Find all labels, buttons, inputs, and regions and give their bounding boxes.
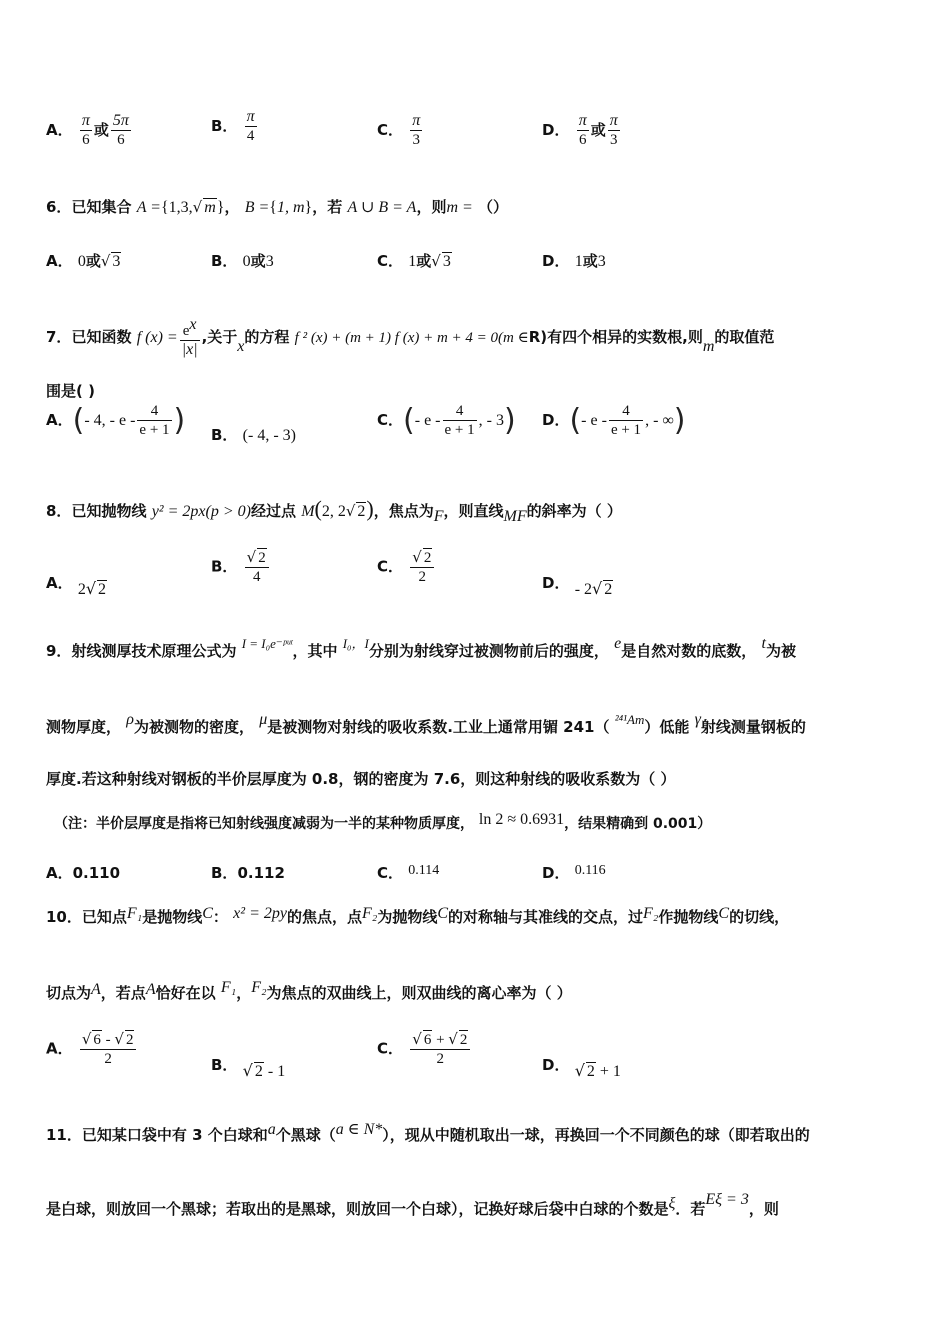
math: t [761,635,766,652]
brace: { [160,199,169,216]
text: ： [212,908,228,926]
math: x² = 2py [233,905,287,922]
math: 2 [77,581,86,598]
option-label: C． [377,557,404,576]
text: ，则直线 [443,502,504,520]
text: 的焦点，点 [286,908,362,926]
option-value: 0.110 [72,864,121,882]
text: ．若 [675,1200,706,1218]
option-label: B． [211,557,238,576]
radical: √ [431,252,441,270]
text: 是被测物对射线的吸收系数.工业上通常用镅 241（ [267,718,610,736]
option-label: A． [46,574,73,592]
question-9-line2 [46,711,806,737]
option-label: C． [377,1039,404,1058]
math: 3 [597,253,606,270]
math: I₀，I [342,636,369,651]
text: ， [224,198,240,216]
text: 经过点 [250,502,296,520]
q8-option-b [211,548,271,586]
text: 为焦点的双曲线上，则双曲线的离心率为（ ） [266,984,572,1002]
brace: { [269,199,277,216]
question-11 [46,1121,810,1145]
fraction: $\frac{4}{e + 1}$ [139,403,170,438]
q10-option-d: D． √ 2 + 1 [542,1056,621,1080]
fraction: $\frac{\pi}{3}$ [412,112,421,148]
math: 2 [357,503,366,520]
conjunction: 或 [85,252,101,270]
option-label: B． [211,117,238,135]
text: R)有四个相异的实数根,则 [528,328,703,346]
text: 为抛物线 [377,908,438,926]
q10-option-b: B． √ 2 - 1 [211,1056,286,1080]
fraction: $\frac{\pi}{3}$ [609,112,618,148]
math: A ∪ B = A [347,199,417,216]
math: A [91,981,101,998]
option-label: B． [211,1056,238,1074]
q8-option-c [377,548,436,586]
math: 2 [254,1063,263,1080]
fraction: $\frac{\pi}{6}$ [578,112,587,148]
q5-option-c [377,112,424,149]
question-10-line2 [46,979,572,1003]
q7-option-a: A．(- 4, - e - $\frac{4}{e + 1}$ ) [46,403,186,438]
text: ，若点 [100,984,146,1002]
math: γ [694,711,701,728]
question-number: 9． [46,642,72,660]
option-label: C． [377,864,404,882]
math: F₁ [126,905,143,922]
math: M [301,503,315,520]
fraction: $\frac{√ 6 - √ 2}{2}$ [80,1030,137,1068]
text: ， [236,984,252,1002]
math: F₂ [361,905,378,922]
radical: √ [192,198,203,216]
text: 的斜率为（ ） [526,502,622,520]
q7-option-d: D．(- e - $\frac{4}{e + 1}$ , - ∞) [542,403,686,438]
text: ，则 [416,198,447,216]
math: F [433,508,444,525]
q9-option-c [377,862,439,883]
option-label: A． [46,121,73,139]
option-label: A． [46,1039,73,1058]
text: 个黑球（ [275,1126,336,1144]
text: ，焦点为 [373,502,434,520]
text: 切点为 [46,984,92,1002]
math: e [614,635,622,652]
math: 0 [77,253,86,270]
math: a [267,1121,276,1138]
q6-option-b [211,250,274,271]
q5-option-a [46,112,133,149]
question-7-line2: 围是( ) [46,382,95,400]
question-11-line2 [46,1191,779,1219]
text: ），现从中随机取出一球，再换回一个不同颜色的球（即若取出的 [382,1126,810,1144]
conjunction: 或 [590,121,606,139]
text: 的对称轴与其准线的交点，过 [448,908,644,926]
fraction: $\frac{√ 2}{4}$ [245,548,269,586]
text: 已知某口袋中有 3 个白球和 [81,1126,268,1144]
math: - 1 [263,1063,286,1080]
q9-option-a [46,862,120,883]
q10-option-a [46,1030,138,1068]
option-label: A． [46,864,73,882]
math: 1,3, [168,199,193,216]
q8-option-a: A． 2√ 2 [46,574,107,598]
text: 是白球，则放回一个黑球；若取出的是黑球，则放回一个白球），记换好球后袋中白球的个数是 [46,1200,669,1218]
conjunction: 或 [93,121,109,139]
question-7 [46,316,774,359]
conjunction: 或 [582,252,598,270]
math: x [189,316,197,333]
text: 分别为射线穿过被测物前后的强度， [368,642,609,660]
question-8: 8．已知抛物线 y² = 2px(p > 0)经过点 M(2, 2√ 2)，焦点为F，则直线MF的斜率为（ ） [46,496,622,525]
math: y² = 2px(p > 0) [151,503,251,520]
math: e [182,323,190,339]
q5-option-b [211,108,259,145]
fraction: $\frac{\pi}{4}$ [246,108,255,144]
math: f ² (x) + (m + 1) f (x) + m + 4 = 0(m ∈ [294,330,529,346]
option-label: A． [46,411,73,429]
text: ,关于 [201,328,238,346]
question-9-line3: 厚度.若这种射线对钢板的半价层厚度为 0.8，钢的密度为 7.6，则这种射线的吸收系数为（ ） [46,770,676,788]
option-label: A． [46,252,73,270]
q6-option-a [46,250,121,271]
math: - e - [581,412,607,429]
option-label: B． [211,864,238,882]
text: 的取值范 [714,328,775,346]
option-label: D． [542,411,570,429]
q5-option-d [542,112,622,149]
text: 已知抛物线 [71,502,147,520]
math: C [718,905,730,922]
brace: } [216,199,225,216]
math: m [702,338,715,355]
text: 是自然对数的底数， [621,642,757,660]
option-label: B． [211,252,238,270]
math: ξ [668,1195,676,1212]
q6-option-d [542,250,606,271]
math: 2 [604,581,613,598]
math: 2, 2 [321,503,346,520]
math: C [437,905,449,922]
math: F₁ [220,979,237,996]
brace: } [304,199,313,216]
question-9 [46,635,796,661]
math: 1, m [276,199,305,216]
math: Eξ = 3 [705,1191,749,1208]
text: 恰好在以 [155,984,216,1002]
text: ，则 [748,1200,779,1218]
fraction: $\frac{4}{e + 1}$ [444,403,475,438]
question-9-note [54,813,711,833]
math: 0 [242,253,251,270]
math: , - 3 [478,412,504,429]
option-label: B． [211,426,238,444]
option-label: C． [377,252,404,270]
math: 1 [408,253,417,270]
option-label: D． [542,574,570,592]
math: m [204,199,216,216]
option-value: 0.112 [237,864,285,882]
question-number: 6． [46,198,72,216]
math: F₂ [643,905,659,922]
text: 为被 [765,642,796,660]
math: A = [136,199,161,216]
text: 作抛物线 [658,908,719,926]
conjunction: 或 [250,252,266,270]
math: 3 [112,253,121,270]
text: 的切线， [729,908,790,926]
text: （） [478,198,509,216]
question-number: 8． [46,502,72,520]
math: 3 [265,253,274,270]
option-label: C． [377,121,404,139]
math: B = [244,199,270,216]
math: (- 4, - 3) [242,427,296,444]
math: x [237,338,245,355]
question-number: 10． [46,908,82,926]
fraction: $\frac{4}{e + 1}$ [610,403,642,438]
text: 为被测物的密度， [133,718,254,736]
fraction: $\frac{√ 2}{2}$ [410,548,434,586]
text: 已知集合 [71,198,132,216]
math: 2 [98,581,107,598]
text: （注：半价层厚度是指将已知射线强度减弱为一半的某种物质厚度， [54,816,474,832]
option-label: D． [542,252,570,270]
text: ，若 [312,198,343,216]
math: A [145,981,156,998]
math: ln 2 ≈ 0.6931 [478,811,565,828]
q7-option-b [211,424,296,445]
option-label: D． [542,1056,570,1074]
fraction: $\frac{√ 6 + √ 2}{2}$ [410,1030,470,1068]
text: ）低能 [644,718,690,736]
q10-option-c [377,1030,472,1068]
math: a ∈ N* [335,1121,383,1138]
math: I = I₀e⁻ᵖᵘᵗ [241,636,293,651]
fraction [180,316,200,359]
math: μ [259,711,268,728]
math: - 4, - e - [84,412,136,429]
q8-option-d: D． - 2√ 2 [542,574,613,598]
question-number: 7． [46,328,72,346]
text: 的方程 [244,328,290,346]
text: 是抛物线 [142,908,203,926]
option-label: D． [542,864,570,882]
math: 2 [586,1063,595,1080]
q7-option-c: C．(- e - $\frac{4}{e + 1}$ , - 3) [377,403,516,438]
text: 射线测厚技术原理公式为 [71,642,237,660]
q6-option-c [377,250,452,271]
math: ρ [126,711,134,728]
conjunction: 或 [416,252,432,270]
radical: √ [100,252,111,270]
math: , - ∞ [645,412,674,429]
math: m = [446,199,473,216]
text: 已知点 [81,908,127,926]
q9-option-d [542,862,606,883]
math: C [202,905,213,922]
text: 测物厚度， [46,718,122,736]
option-label: C． [377,411,404,429]
math: 3 [442,253,451,270]
math: 1 [574,253,583,270]
fraction: $\frac{\pi}{6}$ [81,112,90,148]
fraction: $\frac{5\pi}{6}$ [112,112,129,148]
math: ²⁴¹Am [614,712,645,727]
math: |x| [181,341,198,358]
text: 已知函数 [71,328,132,346]
question-10 [46,906,789,927]
math: - e - [414,412,441,429]
option-label: D． [542,121,570,139]
question-6 [46,196,508,217]
math: f (x) = [136,329,178,346]
text: 射线测量钢板的 [700,718,806,736]
q9-option-b [211,862,285,883]
option-value: 0.116 [574,863,606,878]
math: F₂ [251,979,267,996]
text: ，结果精确到 0.001） [564,816,712,832]
text: ，其中 [292,642,338,660]
option-value: 0.114 [408,863,440,878]
math: + 1 [595,1063,621,1080]
question-number: 11． [46,1126,82,1144]
math: - 2 [574,581,593,598]
math: MF [503,508,527,525]
